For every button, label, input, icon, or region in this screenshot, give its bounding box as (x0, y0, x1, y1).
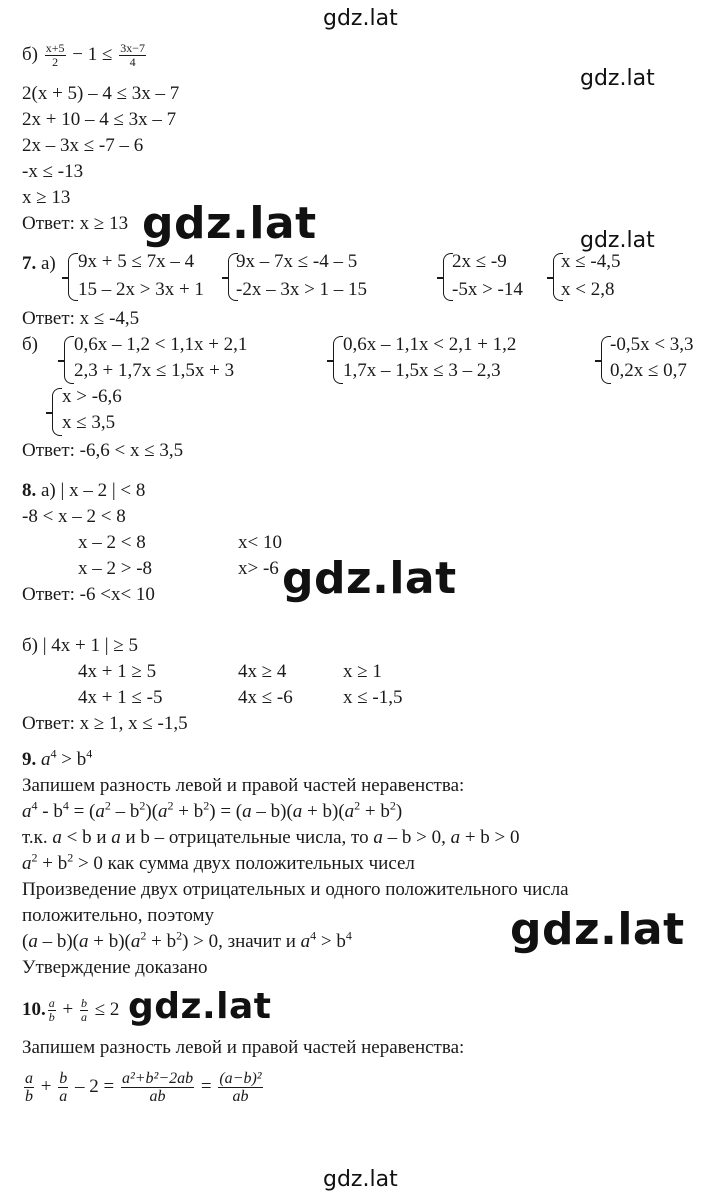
p10-frac-2: $\frac{b}{a}$ (59, 1070, 68, 1105)
p7-heading: 7. а) (22, 253, 56, 274)
p9-line-8: Утверждение доказано (22, 957, 208, 978)
p7b-brace-4 (52, 388, 62, 436)
p7b-s1-r2: 2,3 + 1,7x ≤ 1,5x + 3 (74, 360, 235, 381)
p9-line-2: $a^4 - b^4 = (a^2 - b^2)(a^2 + b^2) = (a - b)(a + b)(a^2 + b^2)$ (22, 798, 403, 822)
p8b-r2-c2: 4x ≤ -6 (238, 687, 293, 708)
p9-line-6: положительно, поэтому (22, 905, 215, 926)
p7b-label: б) (22, 334, 38, 355)
p7b-s4-r2: x ≤ 3,5 (62, 412, 116, 433)
watermark-top: gdz.lat (323, 6, 398, 31)
p8a-r2-c2: x> -6 (238, 558, 279, 579)
p8b-r1-c1: 4x + 1 ≥ 5 (78, 661, 157, 682)
p7a-s4-r1: x ≤ -4,5 (561, 251, 621, 272)
p8a-r1-c1: x – 2 < 8 (78, 532, 146, 553)
p6b-frac2: $\frac{3x-7}{4}$ (120, 41, 145, 69)
p7b-brace-2 (333, 336, 343, 384)
p9-line-7: $(a - b)(a + b)(a^2 + b^2) > 0$, значит и $a^4 > b^4$ (22, 928, 352, 952)
p9-line-3: т.к. a < b и a и b – отрицательные числа, то a – b > 0, a + b > 0 (22, 827, 520, 848)
p10-frac-3: $\frac{\text{a²+b²−2ab}}{ab}$ (121, 1070, 194, 1105)
p10-frac-1: $\frac{a}{b}$ (25, 1070, 33, 1105)
p10-line-2: $\frac{a}{b}$ + $\frac{b}{a}$ – 2 = $\frac{\text{a²+b²−2ab}}{ab}$ = $\frac{\text{(a−b)²}}{ab}$ (25, 1070, 262, 1105)
p8b-heading: б) | 4x + 1 | ≥ 5 (22, 635, 138, 656)
p10-heading: 10. $\frac{a}{b}$ + $\frac{b}{a}$ ≤ 2 (22, 996, 120, 1024)
p7b-s2-r2: 1,7x – 1,5x ≤ 3 – 2,3 (343, 360, 501, 381)
p10-frac-a-b: $\frac{a}{b}$ (48, 996, 55, 1024)
p7a-s2-r1: 9x – 7x ≤ -4 – 5 (236, 251, 358, 272)
p8a-r1-c2: x< 10 (238, 532, 282, 553)
p10-frac-4: $\frac{\text{(a−b)²}}{ab}$ (219, 1070, 262, 1105)
p7a-s4-r2: x < 2,8 (561, 279, 615, 300)
p7a-s2-r2: -2x – 3x > 1 – 15 (236, 279, 368, 300)
watermark-right-2: gdz.lat (580, 228, 655, 253)
p8a-r2-c1: x – 2 > -8 (78, 558, 153, 579)
p7a-brace-1 (68, 253, 78, 301)
p9-heading: 9. $a^4 > b^4$ (22, 746, 93, 770)
watermark-big-2: gdz.lat (282, 553, 457, 604)
p8a-answer: Ответ: -6 <x< 10 (22, 584, 155, 605)
p6b-frac1: $\frac{x+5}{2}$ (45, 41, 65, 69)
p6b-line-2: 2x + 10 – 4 ≤ 3x – 7 (22, 109, 177, 130)
p8b-r2-c3: x ≤ -1,5 (343, 687, 403, 708)
p9-line-4: $a^2 + b^2 > 0$ как сумма двух положительных чисел (22, 850, 415, 874)
p7b-s1-r1: 0,6x – 1,2 < 1,1x + 2,1 (74, 334, 248, 355)
p6b-mid: − 1 ≤ (72, 43, 113, 65)
p7b-s4-r1: x > -6,6 (62, 386, 122, 407)
p7b-s3-r2: 0,2x ≤ 0,7 (610, 360, 687, 381)
p7a-s1-r2: 15 – 2x > 3x + 1 (78, 279, 204, 300)
p7b-s2-r1: 0,6x – 1,1x < 2,1 + 1,2 (343, 334, 517, 355)
p7a-answer: Ответ: x ≤ -4,5 (22, 308, 140, 329)
p10-line-1: Запишем разность левой и правой частей неравенства: (22, 1037, 465, 1058)
p7a-s3-r2: -5x > -14 (452, 279, 523, 300)
p8b-r2-c1: 4x + 1 ≤ -5 (78, 687, 163, 708)
p6b-answer: Ответ: x ≥ 13 (22, 213, 129, 234)
watermark-big-4: gdz.lat (128, 986, 272, 1027)
p8a-line-1: -8 < x – 2 < 8 (22, 506, 126, 527)
watermark-big-1: gdz.lat (142, 198, 317, 249)
p7b-answer: Ответ: -6,6 < x ≤ 3,5 (22, 440, 184, 461)
p7a-s1-r1: 9x + 5 ≤ 7x – 4 (78, 251, 195, 272)
p6b-line-1: 2(x + 5) – 4 ≤ 3x – 7 (22, 83, 180, 104)
p7a-s3-r1: 2x ≤ -9 (452, 251, 507, 272)
p6b-head (22, 42, 148, 69)
p6b-line-3: 2x – 3x ≤ -7 – 6 (22, 135, 144, 156)
p8b-r1-c2: 4x ≥ 4 (238, 661, 287, 682)
p8b-r1-c3: x ≥ 1 (343, 661, 382, 682)
watermark-big-3: gdz.lat (510, 904, 685, 955)
p6b-line-5: x ≥ 13 (22, 187, 71, 208)
p9-line-5: Произведение двух отрицательных и одного положительного числа (22, 879, 569, 900)
watermark-bottom: gdz.lat (323, 1167, 398, 1192)
watermark-right-1: gdz.lat (580, 66, 655, 91)
p6b-label: б) (22, 43, 38, 65)
p7b-s3-r1: -0,5x < 3,3 (610, 334, 694, 355)
p9-line-1: Запишем разность левой и правой частей неравенства: (22, 775, 465, 796)
p10-frac-b-a: $\frac{b}{a}$ (80, 996, 87, 1024)
p6b-line-4: -x ≤ -13 (22, 161, 84, 182)
p8a-heading: 8. а) | x – 2 | < 8 (22, 480, 146, 501)
p7b-brace-1 (64, 336, 74, 384)
p8b-answer: Ответ: x ≥ 1, x ≤ -1,5 (22, 713, 188, 734)
